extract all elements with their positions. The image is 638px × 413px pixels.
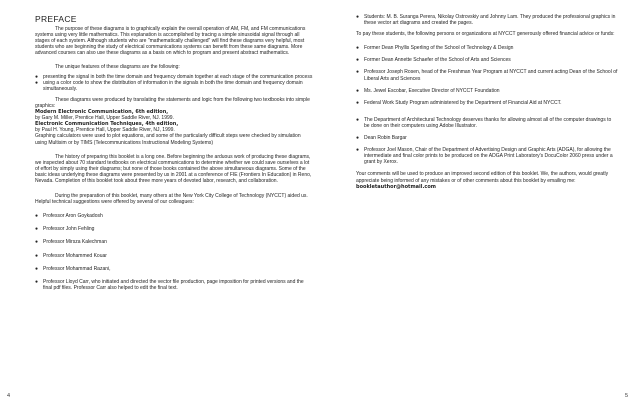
students-item: ● Students: M. B. Suranga Perera, Nikolay Ostrovskiy and Johnny Lam. They produced the professional graphics in these vector art diagrams and created the pages. — [356, 14, 618, 26]
colleague-item: ● Professor Mohammed Kouar — [35, 253, 313, 259]
acknowledgement-item: ● The Department of Architectural Technology deserves thanks for allowing almost all of the computer drawings to be done on their computers using Adobe Illustrator. — [356, 117, 618, 129]
funder-item: ● Former Dean Annette Schaefer of the School of Arts and Sciences — [356, 57, 618, 63]
intro-paragraph: The purpose of these diagrams is to graphically explain the overall operation of AM, FM, and FM communications systems using very little mathematics. This explanation is accomplished by tracing a simple sinusoidal signal through all stages of each system. Although students who are "mathematically challenged" will find these diagrams very helpful, most students who are beginning the study of electrical communications systems can benefit from these same diagrams. More advanced courses can also use these diagrams as a basis on which to program and present abstract mathematics. — [35, 26, 306, 57]
author-email: bookletauthor@hotmail.com — [356, 183, 436, 190]
feature-item: ● using a color code to show the distribution of information in the signals in both the time domain and frequency domain simultaneously. — [35, 80, 313, 92]
acknowledgement-item: ● Dean Robin Bargar — [356, 135, 618, 141]
history-paragraph: The history of preparing this booklet is a long one. Before beginning the arduous work of producing these diagrams, we inspected about 70 standard textbooks on electrical communications to determine whether we could save ourselves a lot of effort by simply using their diagrams; but none of those books contained the above simultaneous diagrams. Some of the basic ideas underlying these diagrams were presented by us in 2001 at a conference of FIE (Frontiers In Education) in Reno, Nevada. Completion of this booklet took about three more years of devoted labor, research, and collaboration. — [35, 153, 312, 184]
calculators-paragraph: Graphing calculators were used to plot equations, and some of the particularly difficult steps were checked by simulation using Multisim or by TIMS (Telecommunications Instructional Modeling Systems) — [35, 133, 301, 146]
funder-item: ● Former Dean Phyllis Sperling of the School of Technology & Design — [356, 45, 618, 51]
right-page-number: 5 — [625, 393, 629, 399]
funder-item: ● Professor Joseph Rosen, head of the Freshman Year Program at NYCCT and current acting Dean of the School of Liberal Arts and Sciences — [356, 69, 618, 81]
left-page — [35, 14, 313, 298]
funder-item: ● Ms. Jewel Escobar, Executive Director of NYCCT Foundation — [356, 88, 618, 94]
closing-paragraph: Your comments will be used to produce an improved second edition of this booklet. We, the authors, would greatly appreciate being informed of any mistakes or of other comments about this booklet by emailing me: — [356, 171, 609, 184]
nycct-paragraph: During the preparation of this booklet, many others at the New York City College of Technology (NYCCT) aided us. Helpful technical suggestions were offered by several of our colleagues: — [35, 193, 308, 206]
thanks-paragraph: To pay these students, the following persons or organizations at NYCCT generously offered financial advice or funds: — [356, 31, 615, 38]
acknowledgement-item: ● Professor Joel Mason, Chair of the Department of Advertising Design and Graphic Arts (ADGA), for allowing the intermediate and final color prints to be produced on the ADGA Print Laboratory's DocuColor 2060 press under a grant by Xerox. — [356, 147, 618, 165]
funder-item: ● Federal Work Study Program administered by the Department of Financial Aid at NYCCT. — [356, 100, 618, 106]
translation-intro: These diagrams were produced by translating the statements and logic from the following two textbooks into simple graphics: — [35, 96, 310, 109]
feature-item: ● presenting the signal in both the time domain and frequency domain together at each stage of the communication process — [35, 74, 313, 80]
page-title: PREFACE — [35, 14, 77, 24]
colleague-item: ● Professor Mohammad Razani, — [35, 266, 313, 272]
book-details: by Paul H. Young, Prentice Hall, Upper Saddle River, NJ, 1999. — [35, 127, 175, 134]
book-details: by Gary M. Miller, Prentice Hall, Upper Saddle River, NJ. 1999. — [35, 115, 174, 122]
book-title: Electronic Communication Techniques, 4th edition, — [35, 121, 179, 128]
book-title: Modern Electronic Communication, 6th edition, — [35, 109, 169, 116]
colleague-item: ● Professor Aron Goykadosh — [35, 213, 313, 219]
colleague-item: ● Professor John Fehling — [35, 226, 313, 232]
right-page — [356, 14, 618, 190]
colleague-item: ● Professor Mirsza Kalechman — [35, 239, 313, 245]
colleague-item: ● Professor Lloyd Carr, who initiated and directed the vector file production, page imposition for printed versions and the final pdf files. Professor Carr also helped to edit the final text. — [35, 279, 313, 291]
left-page-number: 4 — [7, 393, 11, 399]
features-intro: The unique features of these diagrams are the following: — [55, 64, 180, 71]
